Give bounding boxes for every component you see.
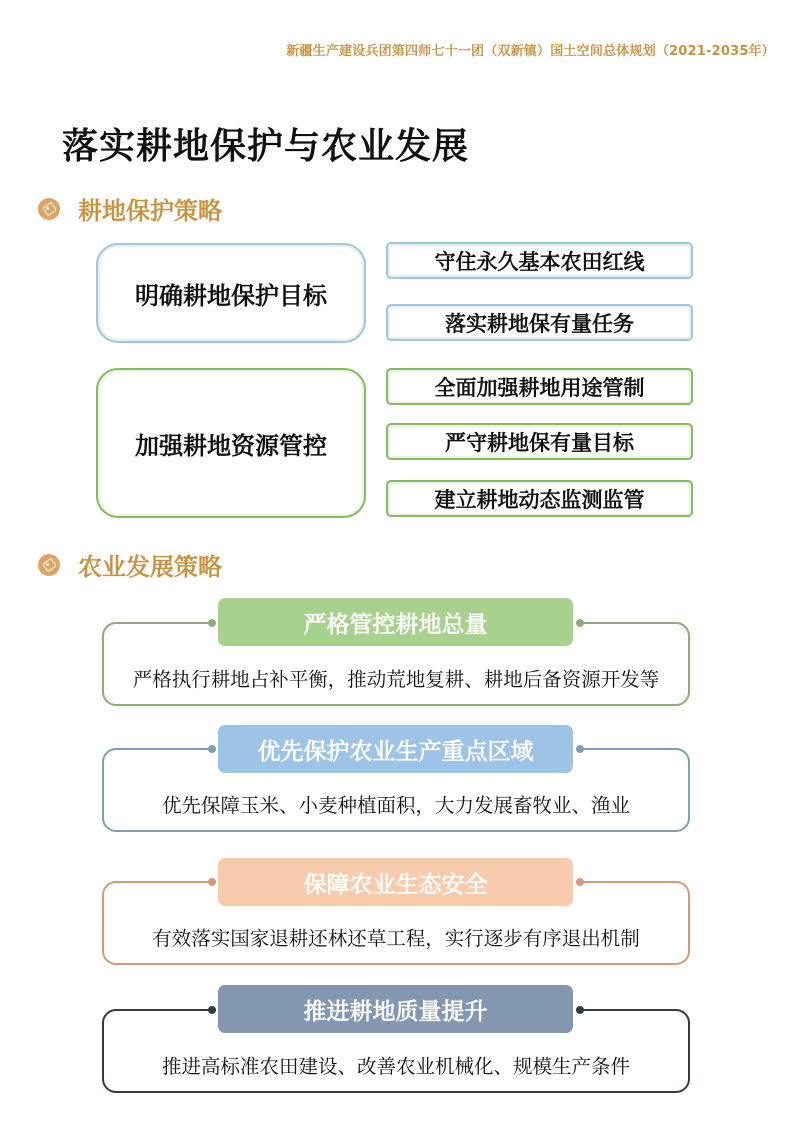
agri-card-title: 严格管控耕地总量 — [218, 598, 573, 646]
goal-box-strengthen-control: 加强耕地资源管控 — [96, 368, 366, 518]
connector-dot — [208, 619, 216, 627]
agri-card-desc: 严格执行耕地占补平衡，推动荒地复耕、耕地后备资源开发等 — [132, 668, 660, 691]
agri-card-desc: 有效落实国家退耕还林还草工程，实行逐步有序退出机制 — [152, 927, 640, 950]
connector-dot — [576, 878, 584, 886]
section-label: 农业发展策略 — [78, 553, 222, 581]
tag-icon — [38, 198, 60, 220]
section-heading-agriculture — [38, 547, 222, 582]
connector-dot — [576, 619, 584, 627]
connector-dot — [208, 745, 216, 753]
page-title: 落实耕地保护与农业发展 — [62, 126, 470, 167]
agri-card-title: 推进耕地质量提升 — [218, 985, 573, 1033]
section-label: 耕地保护策略 — [78, 197, 222, 225]
strategy-item: 守住永久基本农田红线 — [386, 242, 693, 279]
tag-icon — [38, 554, 60, 576]
strategy-item: 落实耕地保有量任务 — [386, 304, 693, 341]
agri-card-desc: 优先保障玉米、小麦种植面积，大力发展畜牧业、渔业 — [161, 794, 630, 817]
goal-box-define-target: 明确耕地保护目标 — [96, 243, 366, 343]
strategy-item: 严守耕地保有量目标 — [386, 423, 693, 460]
connector-dot — [208, 878, 216, 886]
strategy-item: 建立耕地动态监测监管 — [386, 480, 693, 517]
agri-card-title: 优先保护农业生产重点区域 — [218, 725, 573, 773]
connector-dot — [576, 745, 584, 753]
section-heading-protection — [38, 191, 222, 226]
connector-dot — [208, 1006, 216, 1014]
strategy-item: 全面加强耕地用途管制 — [386, 368, 693, 405]
agri-card-desc: 推进高标准农田建设、改善农业机械化、规模生产条件 — [161, 1055, 630, 1078]
agri-card-title: 保障农业生态安全 — [218, 858, 573, 906]
connector-dot — [576, 1006, 584, 1014]
page-header: 新疆生产建设兵团第四师七十一团（双新镇）国土空间总体规划（2021-2035年） — [286, 44, 775, 59]
